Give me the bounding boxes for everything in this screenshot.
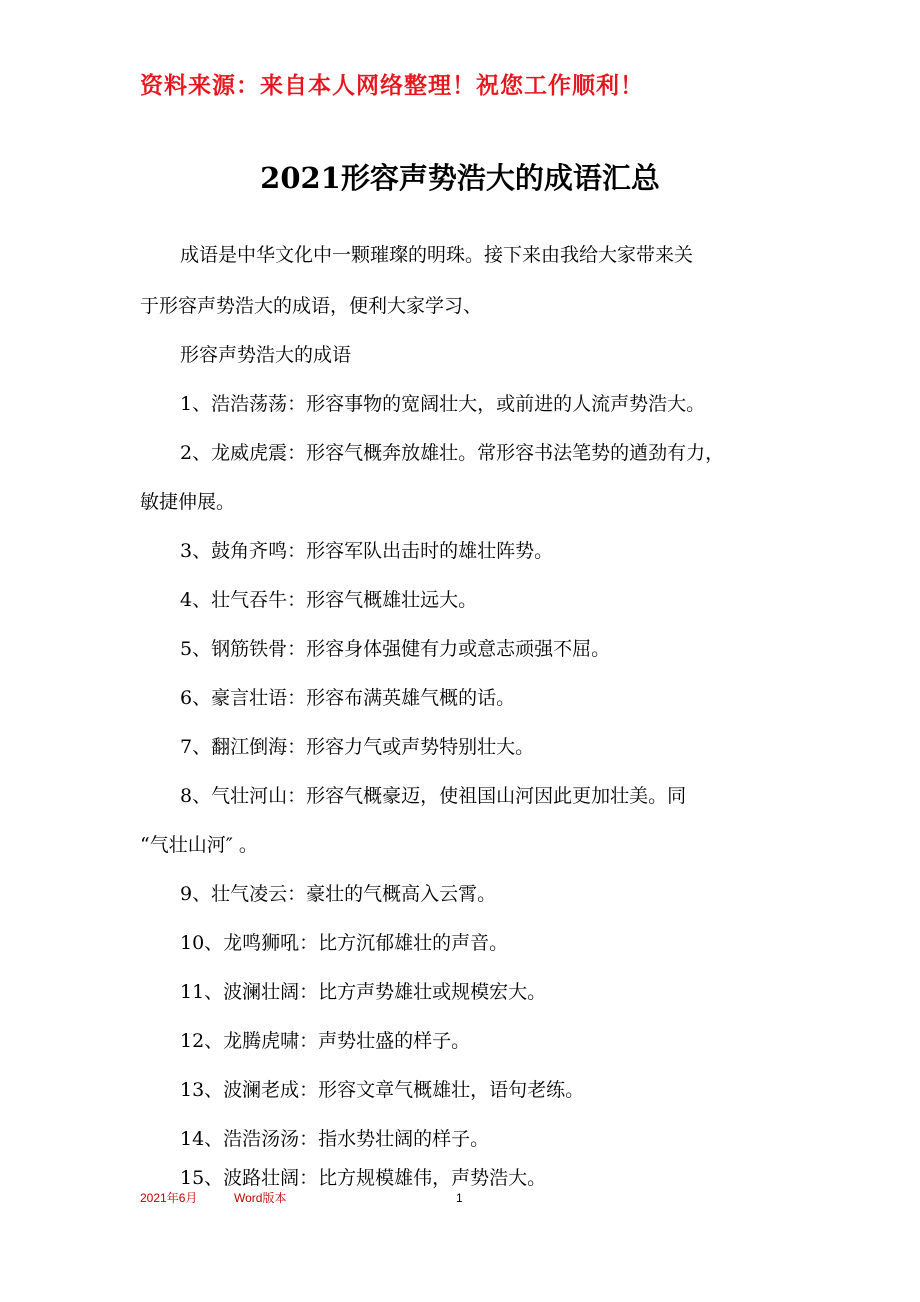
idiom-item-9: 9、壮气凌云：豪壮的气概高入云霄。 [180,883,497,905]
idiom-item-1: 1、浩浩荡荡：形容事物的宽阔壮大，或前进的人流声势浩大。 [180,393,706,415]
idiom-item-8-continuation: “气壮山河″ 。 [140,834,258,856]
idiom-item-6: 6、豪言壮语：形容布满英雄气概的话。 [180,687,516,709]
idiom-item-15: 15、波路壮阔：比方规模雄伟，声势浩大。 [180,1167,547,1189]
idiom-item-2-continuation: 敏捷伸展。 [140,491,236,513]
idiom-item-13: 13、波澜老成：形容文章气概雄壮，语句老练。 [180,1079,585,1101]
idiom-item-11: 11、波澜壮阔：比方声势雄壮或规模宏大。 [180,981,547,1003]
idiom-item-8: 8、气壮河山：形容气概豪迈，使祖国山河因此更加壮美。同 [180,785,687,807]
document-title: 2021形容声势浩大的成语汇总 [260,161,660,195]
idiom-item-14: 14、浩浩汤汤：指水势壮阔的样子。 [180,1128,490,1150]
idiom-item-4: 4、壮气吞牛：形容气概雄壮远大。 [180,589,478,611]
source-note: 资料来源：来自本人网络整理！祝您工作顺利！ [140,72,644,99]
page-number: 1 [456,1191,463,1205]
idiom-item-10: 10、龙鸣狮吼：比方沉郁雄壮的声音。 [180,932,509,954]
intro-paragraph-line-1: 成语是中华文化中一颗璀璨的明珠。接下来由我给大家带来关 [180,244,694,266]
idiom-item-3: 3、鼓角齐鸣：形容军队出击时的雄壮阵势。 [180,540,554,562]
idiom-item-7: 7、翻江倒海：形容力气或声势特别壮大。 [180,736,535,758]
section-heading: 形容声势浩大的成语 [180,344,352,366]
intro-paragraph-line-2: 于形容声势浩大的成语，便利大家学习、 [140,295,483,317]
footer-version: Word版本 [234,1191,287,1205]
idiom-item-2: 2、龙威虎震：形容气概奔放雄壮。常形容书法笔势的遒劲有力， [180,442,725,464]
idiom-item-12: 12、龙腾虎啸：声势壮盛的样子。 [180,1030,471,1052]
idiom-item-5: 5、钢筋铁骨：形容身体强健有力或意志顽强不屈。 [180,638,611,660]
footer-date: 2021年6月 [140,1191,198,1205]
